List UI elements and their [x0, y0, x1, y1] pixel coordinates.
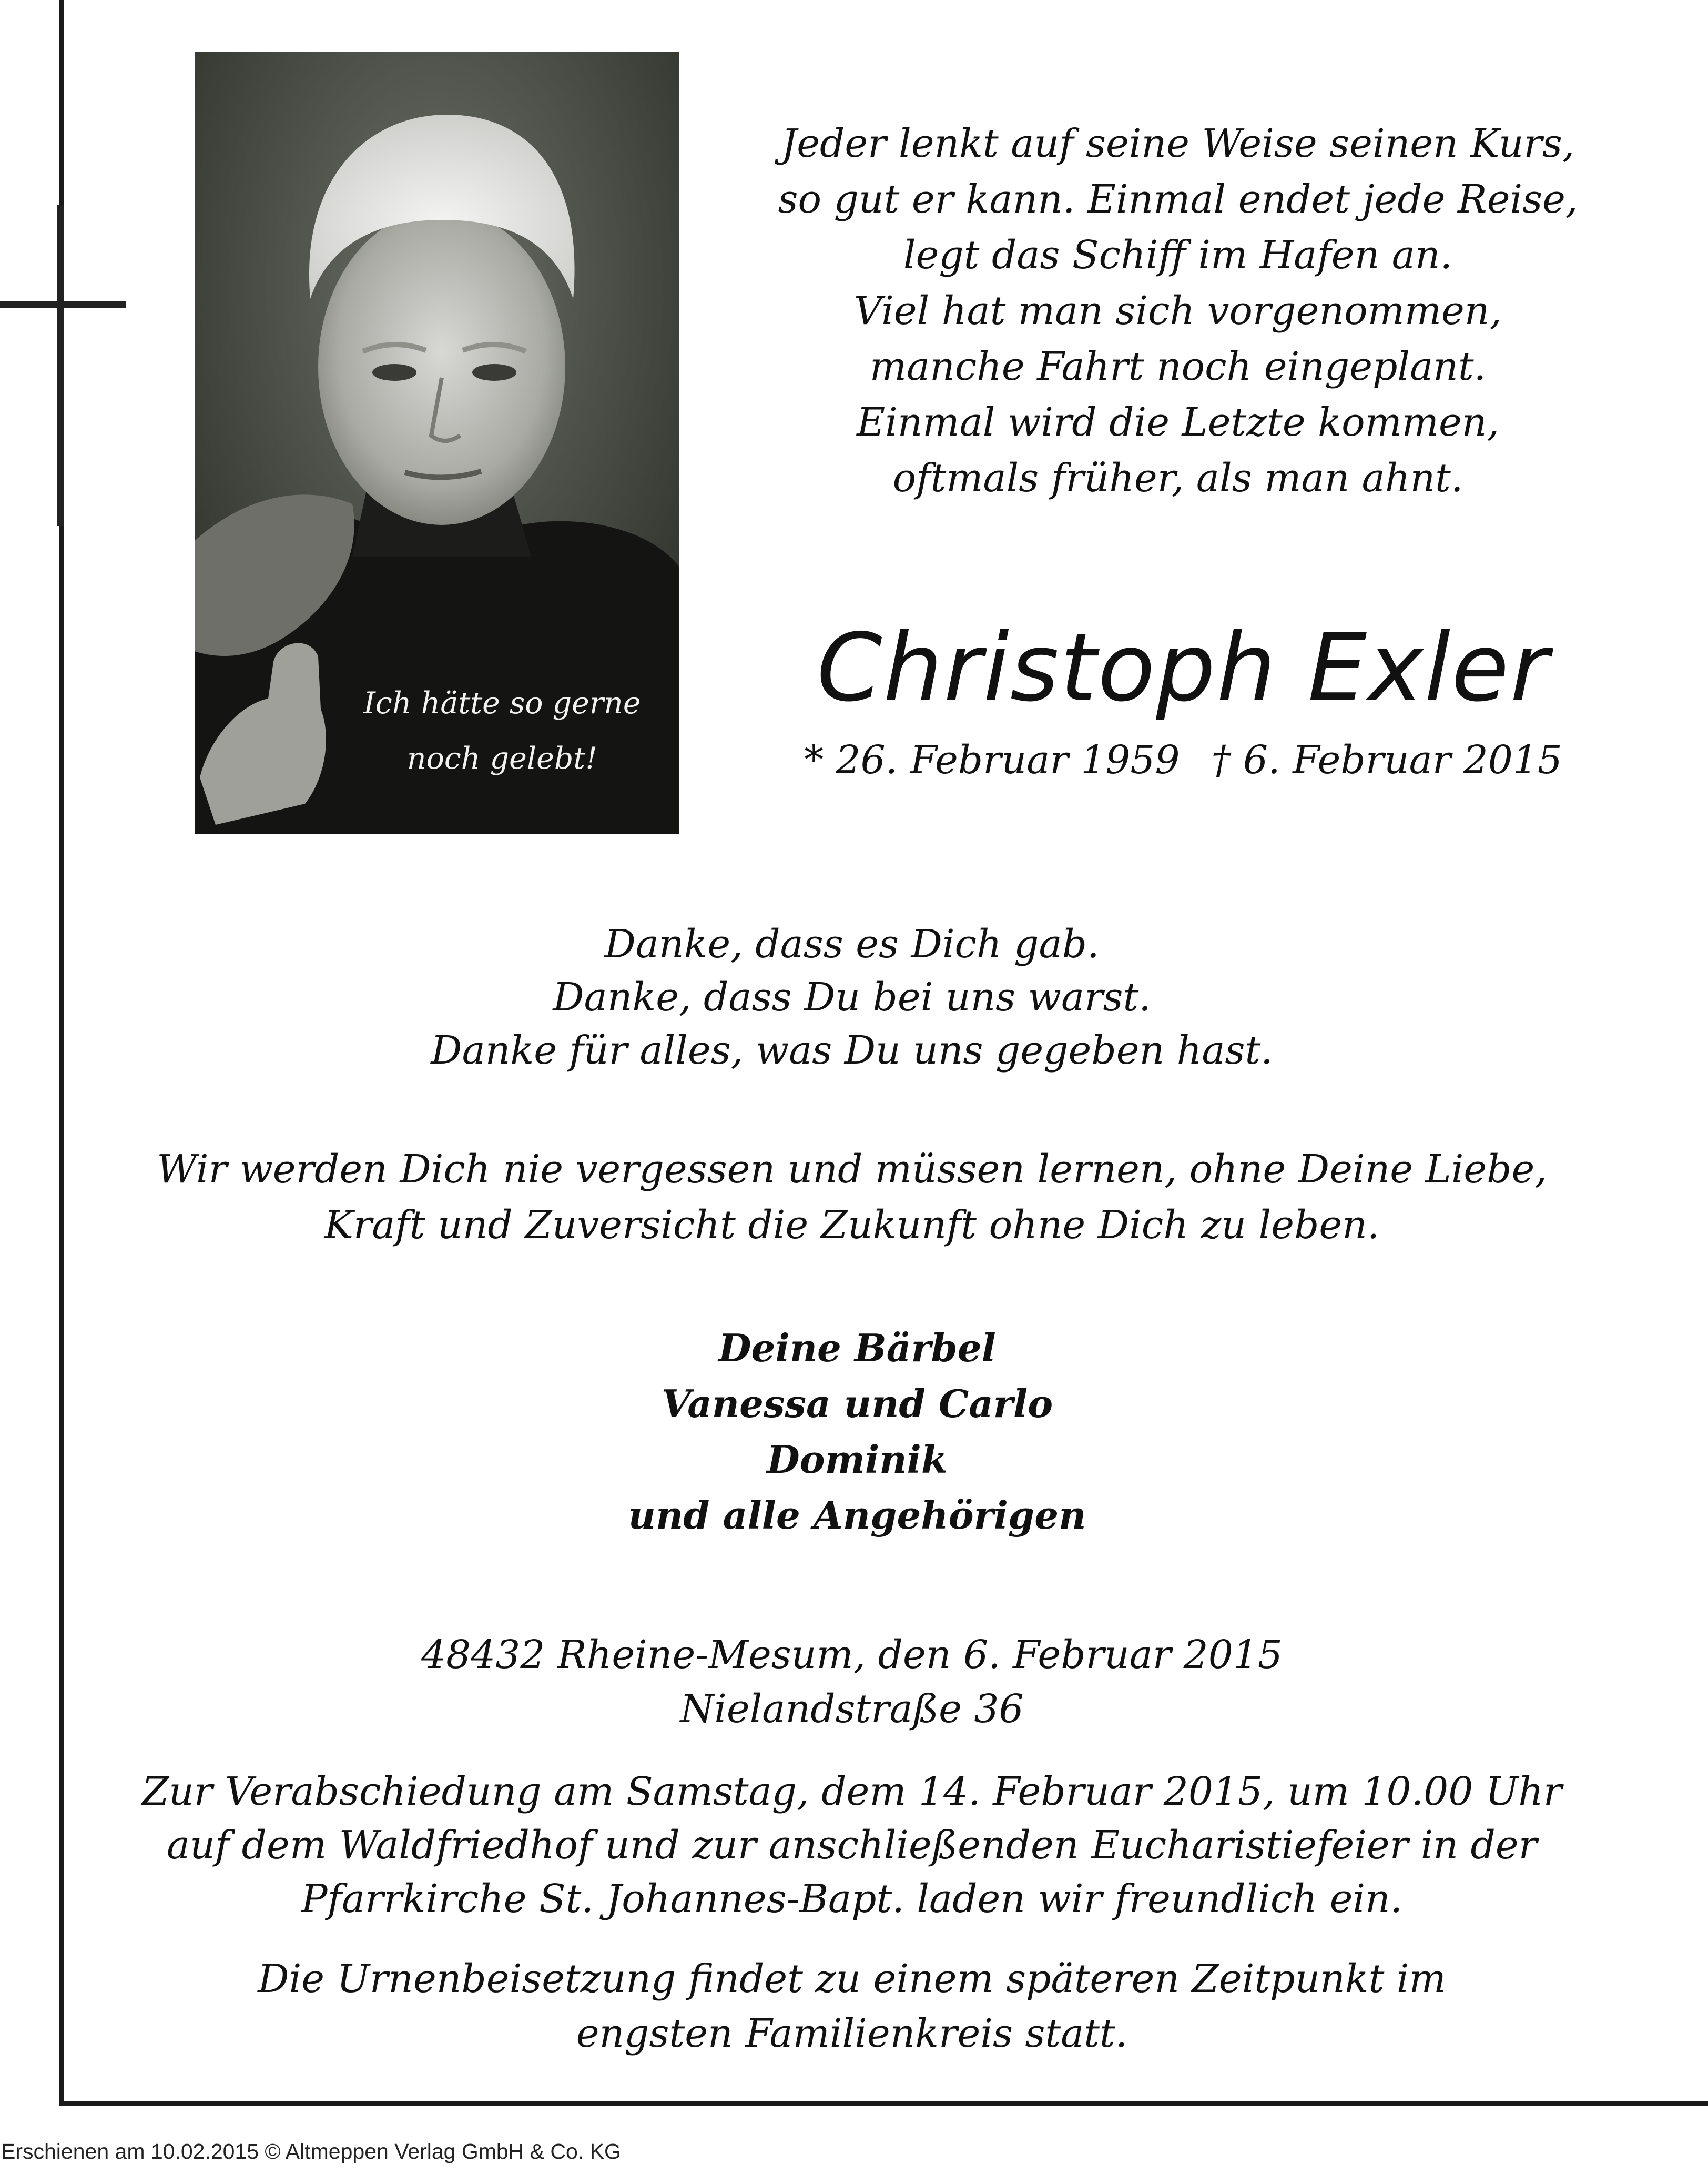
family-line: Deine Bärbel	[718, 1326, 996, 1370]
thanks-text	[273, 918, 1430, 1077]
memory-text	[116, 1141, 1588, 1253]
poem-line: Viel hat man sich vorgenommen,	[854, 288, 1502, 333]
poem	[720, 116, 1635, 506]
ceremony-line: auf dem Waldfriedhof und zur anschließenden Eucharistiefeier in der	[166, 1823, 1538, 1868]
poem-line: so gut er kann. Einmal endet jede Reise,	[778, 177, 1578, 222]
ceremony-line: Zur Verabschiedung am Samstag, dem 14. Februar 2015, um 10.00 Uhr	[141, 1769, 1562, 1814]
thanks-line: Danke, dass es Dich gab.	[604, 922, 1100, 967]
address	[326, 1628, 1378, 1736]
family-line: und alle Angehörigen	[628, 1493, 1086, 1538]
poem-line: manche Fahrt noch eingeplant.	[869, 344, 1487, 389]
family-line: Vanessa und Carlo	[661, 1381, 1053, 1426]
poem-line: Einmal wird die Letzte kommen,	[857, 400, 1499, 445]
poem-line: Jeder lenkt auf seine Weise seinen Kurs,	[781, 121, 1575, 166]
urn-line: Die Urnenbeisetzung findet zu einem späteren Zeitpunkt im	[258, 1956, 1446, 2001]
ceremony-line: Pfarrkirche St. Johannes-Bapt. laden wir freundlich ein.	[301, 1876, 1403, 1922]
thanks-line: Danke, dass Du bei uns warst.	[553, 975, 1151, 1020]
memory-line: Wir werden Dich nie vergessen und müssen lernen, ohne Deine Liebe,	[157, 1147, 1547, 1192]
photo-caption	[323, 676, 681, 786]
birth-date: * 26. Februar 1959	[804, 737, 1180, 783]
cross-icon	[0, 205, 126, 526]
deceased-name: Christoph Exler	[817, 613, 1550, 722]
urn-notice	[168, 1951, 1536, 2061]
life-dates	[736, 734, 1630, 786]
publication-footer: Erschienen am 10.02.2015 © Altmeppen Verlag GmbH & Co. KG	[1, 2139, 621, 2163]
poem-line: oftmals früher, als man ahnt.	[892, 456, 1463, 501]
thanks-line: Danke für alles, was Du uns gegeben hast.	[431, 1028, 1273, 1073]
family-line: Dominik	[767, 1437, 948, 1482]
memory-line: Kraft und Zuversicht die Zukunft ohne Dich zu leben.	[324, 1202, 1380, 1248]
family-signatures	[484, 1320, 1231, 1543]
urn-line: engsten Familienkreis statt.	[576, 2011, 1128, 2056]
ceremony-notice	[116, 1765, 1588, 1926]
poem-line: legt das Schiff im Hafen an.	[903, 232, 1453, 278]
address-line: 48432 Rheine-Mesum, den 6. Februar 2015	[421, 1632, 1283, 1677]
photo-caption-line: noch gelebt!	[406, 741, 598, 776]
death-date: † 6. Februar 2015	[1211, 737, 1563, 783]
address-line: Nielandstraße 36	[680, 1686, 1024, 1732]
photo-caption-line: Ich hätte so gerne	[363, 686, 641, 721]
